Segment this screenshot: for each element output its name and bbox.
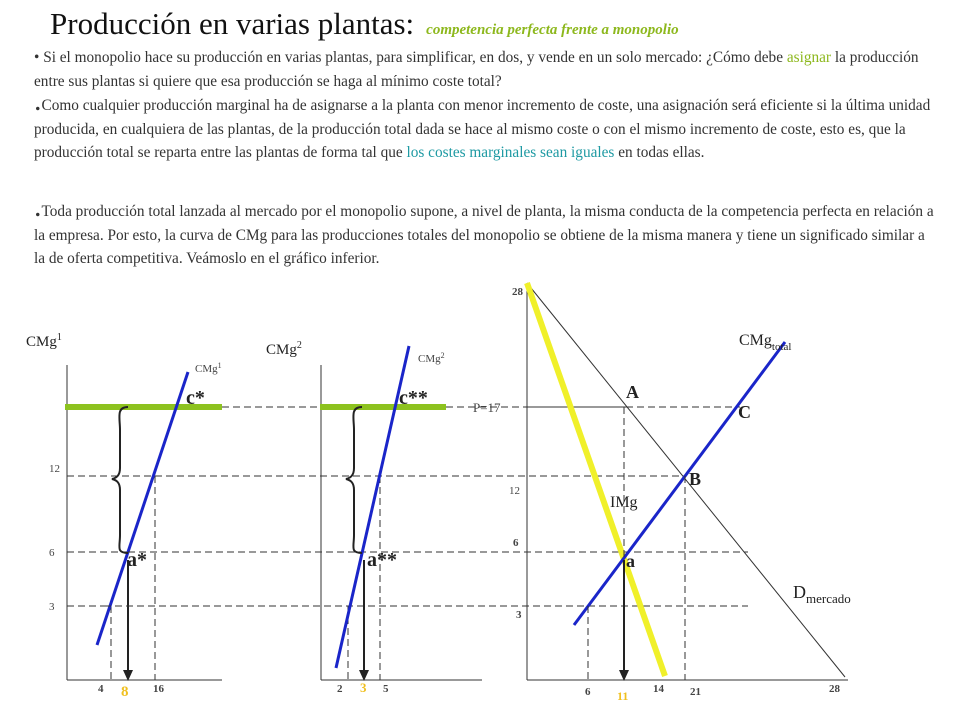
plant1-cmg-curve xyxy=(97,372,188,645)
market-img-label: IMg xyxy=(610,494,638,511)
market-img-curve xyxy=(527,283,665,676)
plant1-tick-6: 6 xyxy=(49,547,55,559)
paragraph-2-dot: . xyxy=(34,84,42,117)
plant1-point-c: c* xyxy=(186,387,205,409)
market-demand-curve xyxy=(527,283,845,677)
plant1-curve-label: CMg$^1$ xyxy=(195,361,222,375)
plant1-xtick-8: 8 xyxy=(121,684,129,700)
paragraph-3-dot: . xyxy=(34,190,42,223)
plant2-xtick-3: 3 xyxy=(360,680,367,695)
market-xtick-14: 14 xyxy=(653,683,664,695)
plant1-axis-label: CMg$^1$ xyxy=(26,332,62,350)
paragraph-1-highlight: asignar xyxy=(786,49,832,66)
market-tick-3: 3 xyxy=(516,609,522,621)
market-cmg-total-curve xyxy=(574,342,785,625)
market-xtick-6: 6 xyxy=(585,686,591,698)
plant2-point-c: c** xyxy=(399,387,428,409)
paragraph-3-text: Toda producción total lanzada al mercado por el monopolio supone, a nivel de planta, la misma conducta de la competencia perfecta en relación a la empresa. Por esto, la curva de CMg para las producciones totales del monopolio se obtiene de la misma manera y tiene un significado similar a la de oferta competitiva. Veámoslo en el gráfico inferior. xyxy=(34,203,934,268)
page-subtitle: competencia perfecta frente a monopolio xyxy=(426,22,679,38)
plant2-brace xyxy=(346,407,362,553)
market-xtick-28: 28 xyxy=(829,683,840,695)
page-title: Producción en varias plantas: xyxy=(50,6,415,41)
plant1-point-a: a* xyxy=(127,549,147,571)
plant1-tick-12: 12 xyxy=(49,463,60,475)
plant1-brace xyxy=(112,407,128,553)
market-arrow-head xyxy=(619,670,629,681)
paragraph-1-text-a: Si el monopolio hace su producción en varias plantas, para simplificar, en dos, y vende en un solo mercado: ¿Cómo debe xyxy=(43,49,783,66)
market-point-A: A xyxy=(626,382,639,402)
market-cmg-total-label: CMg$_{total}$ xyxy=(739,332,792,353)
plant2-axis-label: CMg$^2$ xyxy=(266,340,302,358)
market-tick-28: 28 xyxy=(512,286,523,298)
plant1-xtick-16: 16 xyxy=(153,683,164,695)
market-xtick-11: 11 xyxy=(617,689,629,703)
paragraph-2-highlight: los costes marginales sean iguales xyxy=(406,144,615,162)
market-xtick-21: 21 xyxy=(690,686,701,698)
market-graph xyxy=(473,283,851,703)
plant2-xtick-2: 2 xyxy=(337,683,343,695)
plant1-graph xyxy=(26,332,318,700)
plant1-xtick-4: 4 xyxy=(98,683,104,695)
plant2-xtick-5: 5 xyxy=(383,683,389,695)
plant2-curve-label: CMg$^2$ xyxy=(418,351,445,365)
market-tick-6: 6 xyxy=(513,537,519,549)
plant2-point-a: a** xyxy=(367,549,397,571)
market-point-a: a xyxy=(626,551,635,571)
paragraph-1-text-b: la producción entre sus plantas si quiere que esa producción se haga al mínimo coste total? xyxy=(34,49,919,90)
paragraph-2-text-b: en todas ellas. xyxy=(618,144,705,162)
market-demand-label: $D_{mercado}$ xyxy=(793,582,851,606)
plant1-arrow-head xyxy=(123,670,133,681)
paragraph-2-text-a: Como cualquier producción marginal ha de asignarse a la planta con menor incremento de coste, una asignación será eficiente si la última unidad producida, en cualquiera de las plantas, de la producción total dada se hace al mismo coste o con el mismo incremento de coste, esto es, que la producción total se reparta entre las plantas de forma tal que xyxy=(34,97,931,162)
market-tick-12: 12 xyxy=(509,485,520,497)
market-point-C: C xyxy=(738,402,751,422)
plant1-tick-3: 3 xyxy=(49,601,55,613)
market-point-B: B xyxy=(689,469,702,489)
market-price-label: P=17 xyxy=(473,400,501,415)
bullet: • xyxy=(34,49,40,66)
